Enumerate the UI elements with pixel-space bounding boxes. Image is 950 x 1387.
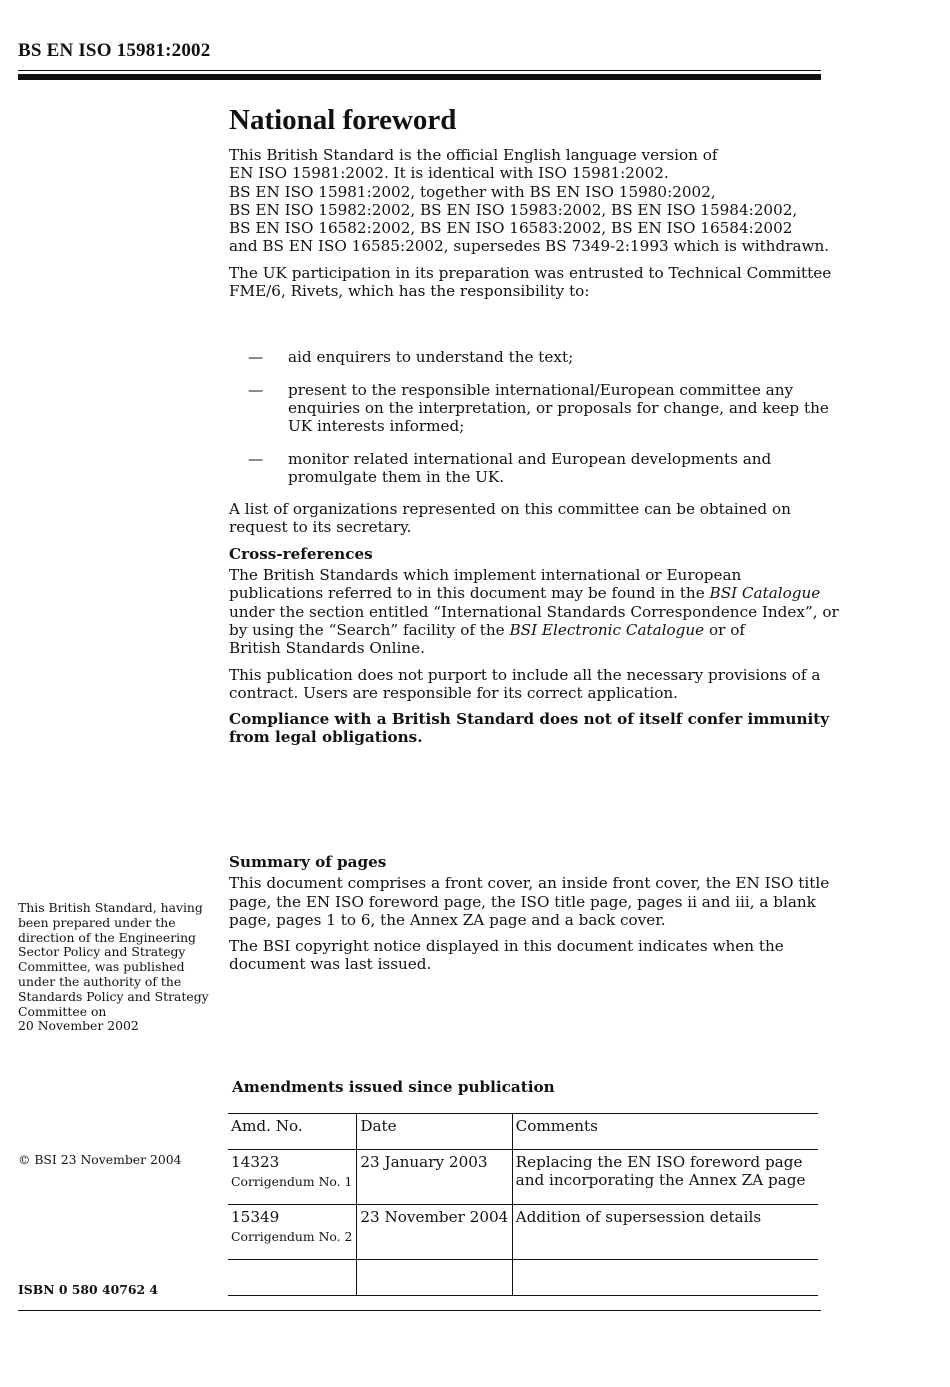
intro-line: EN ISO 15981:2002. It is identical with ISO 15981:2002. bbox=[229, 164, 669, 183]
footer-rule bbox=[18, 1310, 821, 1311]
compliance-line: Compliance with a British Standard does not of itself confer immunity bbox=[229, 710, 830, 729]
intro-line: and BS EN ISO 16585:2002, supersedes BS 7349-2:1993 which is withdrawn. bbox=[229, 237, 830, 256]
list-item-line: present to the responsible international/European committee any bbox=[288, 380, 794, 399]
summary-paragraph bbox=[229, 874, 830, 929]
copyright-line: © BSI 23 November 2004 bbox=[18, 1152, 182, 1167]
empty-cell bbox=[512, 1260, 818, 1296]
comments-cell bbox=[512, 1150, 818, 1205]
corrigendum-label: Corrigendum No. 2 bbox=[231, 1229, 353, 1245]
list-item bbox=[229, 348, 824, 366]
summary-heading: Summary of pages bbox=[229, 853, 387, 871]
participation-line: The UK participation in its preparation was entrusted to Technical Committee bbox=[229, 263, 832, 282]
side-note-line: Standards Policy and Strategy bbox=[18, 988, 209, 1004]
empty-cell bbox=[357, 1260, 512, 1296]
cross-ref-text: by using the “Search” facility of the bbox=[229, 620, 510, 639]
list-item-line: monitor related international and European developments and bbox=[288, 449, 772, 468]
foreword-body bbox=[229, 146, 839, 755]
summary-line: This document comprises a front cover, an inside front cover, the EN ISO title bbox=[229, 874, 830, 893]
summary-line: page, the EN ISO foreword page, the ISO title page, pages ii and iii, a blank bbox=[229, 892, 816, 911]
table-row-empty bbox=[228, 1260, 818, 1296]
side-note-line: This British Standard, having bbox=[18, 900, 203, 915]
corrigendum-label: Corrigendum No. 1 bbox=[231, 1174, 353, 1190]
comment-line: and incorporating the Annex ZA page bbox=[515, 1171, 806, 1190]
dash-bullet: — bbox=[248, 380, 264, 399]
side-note-line: 20 November 2002 bbox=[18, 1018, 139, 1034]
cross-ref-text: publications referred to in this document may be found in the bbox=[229, 584, 710, 603]
organizations-line: A list of organizations represented on this committee can be obtained on bbox=[229, 500, 791, 519]
table-header-row bbox=[228, 1114, 818, 1150]
side-note-line: direction of the Engineering bbox=[18, 929, 196, 945]
header-thick-rule bbox=[18, 74, 821, 80]
side-note-line: Sector Policy and Strategy bbox=[18, 944, 186, 960]
intro-paragraph bbox=[229, 146, 830, 256]
list-item-line: aid enquirers to understand the text; bbox=[288, 348, 574, 367]
summary-section bbox=[229, 853, 830, 982]
table-row bbox=[228, 1150, 818, 1205]
cross-ref-line: under the section entitled “International Standards Correspondence Index”, or bbox=[229, 602, 839, 621]
column-header-date: Date bbox=[357, 1114, 512, 1150]
contract-paragraph bbox=[229, 666, 824, 703]
amendments-title: Amendments issued since publication bbox=[232, 1078, 555, 1096]
publication-side-note bbox=[18, 901, 213, 1034]
document-code: BS EN ISO 15981:2002 bbox=[18, 40, 211, 61]
bsi-catalogue-title: BSI Catalogue bbox=[709, 584, 821, 603]
comments-cell bbox=[512, 1205, 818, 1260]
side-note-line: been prepared under the bbox=[18, 914, 176, 930]
copyright-notice-paragraph bbox=[229, 937, 824, 974]
cross-ref-line bbox=[229, 584, 824, 602]
responsibilities-list bbox=[229, 348, 829, 486]
participation-line: FME/6, Rivets, which has the responsibility to: bbox=[229, 282, 590, 301]
cross-ref-line: British Standards Online. bbox=[229, 639, 425, 658]
empty-cell bbox=[228, 1260, 357, 1296]
dash-bullet: — bbox=[248, 449, 264, 468]
date-cell: 23 November 2004 bbox=[357, 1205, 512, 1260]
list-item-line: promulgate them in the UK. bbox=[288, 467, 505, 486]
table-row bbox=[228, 1205, 818, 1260]
list-item-line: enquiries on the interpretation, or proposals for change, and keep the bbox=[288, 398, 829, 417]
list-item bbox=[229, 380, 829, 436]
header-thin-rule bbox=[18, 70, 821, 71]
amd-no-cell bbox=[228, 1150, 357, 1205]
side-note-line: Committee, was published bbox=[18, 959, 185, 975]
amendments-table bbox=[228, 1113, 818, 1296]
amd-number: 15349 bbox=[231, 1208, 280, 1226]
organizations-line: request to its secretary. bbox=[229, 518, 412, 537]
side-note-line: under the authority of the bbox=[18, 973, 182, 989]
isbn: ISBN 0 580 40762 4 bbox=[18, 1282, 159, 1297]
list-item bbox=[229, 450, 824, 487]
side-note-line: Committee on bbox=[18, 1003, 107, 1019]
comment-line: Addition of supersession details bbox=[515, 1208, 762, 1226]
list-item-line: UK interests informed; bbox=[288, 417, 465, 436]
cross-references-heading: Cross-references bbox=[229, 544, 373, 563]
cross-ref-line: The British Standards which implement international or European bbox=[229, 566, 742, 585]
dash-bullet: — bbox=[248, 348, 264, 367]
amd-no-cell bbox=[228, 1205, 357, 1260]
cross-ref-line bbox=[229, 621, 824, 639]
page-title: National foreword bbox=[229, 104, 457, 136]
date-cell: 23 January 2003 bbox=[357, 1150, 512, 1205]
notice-line: The BSI copyright notice displayed in this document indicates when the bbox=[229, 937, 784, 956]
cross-ref-text: or of bbox=[704, 620, 745, 639]
notice-line: document was last issued. bbox=[229, 955, 432, 974]
intro-line: BS EN ISO 15982:2002, BS EN ISO 15983:2002, BS EN ISO 15984:2002, bbox=[229, 200, 798, 219]
amd-number: 14323 bbox=[231, 1153, 280, 1171]
compliance-statement bbox=[229, 710, 830, 747]
bsi-electronic-catalogue-title: BSI Electronic Catalogue bbox=[509, 620, 705, 639]
intro-line: BS EN ISO 16582:2002, BS EN ISO 16583:2002, BS EN ISO 16584:2002 bbox=[229, 219, 793, 238]
participation-paragraph bbox=[229, 263, 832, 301]
intro-line: This British Standard is the official English language version of bbox=[229, 146, 718, 164]
summary-line: page, pages 1 to 6, the Annex ZA page and a back cover. bbox=[229, 910, 666, 929]
comment-line: Replacing the EN ISO foreword page bbox=[515, 1153, 803, 1171]
column-header-amd-no: Amd. No. bbox=[228, 1114, 357, 1150]
column-header-comments: Comments bbox=[512, 1114, 818, 1150]
cross-references-paragraph bbox=[229, 566, 839, 658]
contract-line: contract. Users are responsible for its correct application. bbox=[229, 683, 678, 702]
intro-line: BS EN ISO 15981:2002, together with BS EN ISO 15980:2002, bbox=[229, 182, 716, 201]
organizations-paragraph bbox=[229, 500, 824, 537]
compliance-line: from legal obligations. bbox=[229, 728, 423, 747]
contract-line: This publication does not purport to include all the necessary provisions of a bbox=[229, 665, 821, 684]
